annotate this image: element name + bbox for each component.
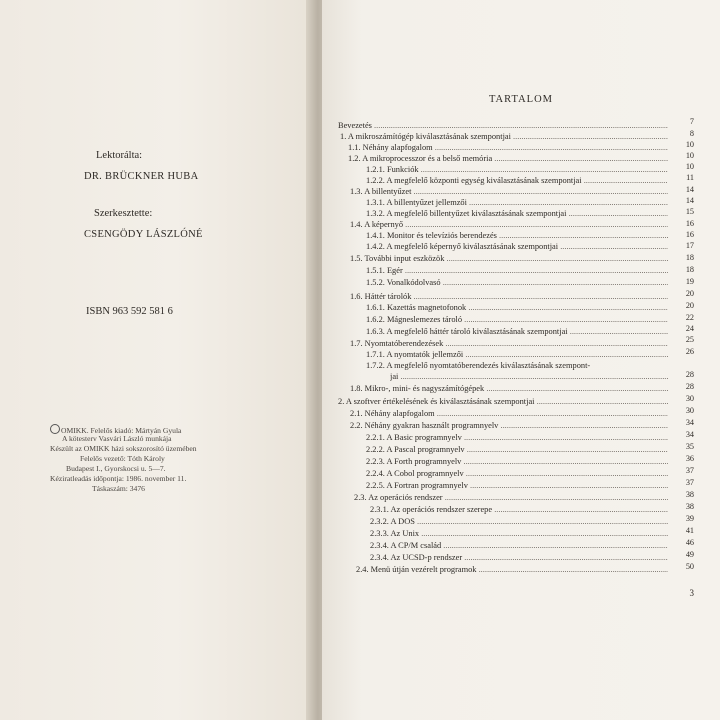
toc-page-number: 24 (685, 324, 694, 333)
imprint-line: Kéziratleadás időpontja: 1986. november 11. (50, 474, 187, 483)
toc-page-number: 28 (685, 370, 694, 379)
toc-entry: jai ..... (390, 371, 668, 382)
toc-entry: 1.1. Néhány alapfogalom ..... (348, 142, 668, 153)
toc-entry: 2.2. Néhány gyakran használt programnyelv ..... (350, 420, 668, 431)
imprint-line: Felelős vezető: Tóth Károly (80, 454, 165, 463)
toc-page-number: 14 (685, 185, 694, 194)
toc-entry: 1.5.1. Egér ..... (366, 265, 668, 276)
reviewer-name: DR. BRÜCKNER HUBA (84, 171, 199, 182)
toc-page-number: 34 (685, 430, 694, 439)
reviewed-label: Lektorálta: (96, 150, 143, 161)
toc-page-number: 11 (686, 173, 694, 182)
toc-entry: 2.2.2. A Pascal programnyelv ..... (366, 444, 668, 455)
toc-entry: 1. A mikroszámítógép kiválasztásának szempontjai ..... (340, 131, 668, 142)
toc-entry: 2.3.2. A DOS ..... (370, 516, 668, 527)
toc-page-number: 34 (685, 418, 694, 427)
imprint-line: Készült az OMIKK házi sokszorosító üzemében (50, 444, 197, 453)
toc-entry: 1.3.2. A megfelelő billentyűzet kiválasztásának szempontjai ..... (366, 208, 668, 219)
toc-entry: 2.2.4. A Cobol programnyelv ..... (366, 468, 668, 479)
toc-page-number: 35 (685, 442, 694, 451)
editor-name: CSENGÖDY LÁSZLÓNÉ (84, 229, 203, 240)
toc-page-number: 30 (685, 394, 694, 403)
toc-entry: 2.3.4. Az UCSD-p rendszer ..... (370, 552, 668, 563)
toc-entry: 1.4.2. A megfelelő képernyő kiválasztásának szempontjai ..... (366, 241, 668, 252)
toc-entry: 1.6.3. A megfelelő háttér tároló kiválasztásának szempontjai ..... (366, 326, 668, 337)
toc-entry: 1.6.2. Mágneslemezes tároló ..... (366, 314, 668, 325)
toc-entry: 2.2.5. A Fortran programnyelv ..... (366, 480, 668, 491)
toc-page-number: 26 (685, 347, 694, 356)
toc-page-number: 50 (685, 562, 694, 571)
toc-entry: 2.3.1. Az operációs rendszer szerepe ..... (370, 504, 668, 515)
toc-page-number: 38 (685, 502, 694, 511)
toc-entry: 1.2.1. Funkciók ..... (366, 164, 668, 175)
imprint-line: OMIKK. Felelős kiadó: Mártyán Gyula (50, 424, 181, 436)
toc-entry: 1.5. További input eszközök ..... (350, 253, 668, 264)
toc-entry: 2.4. Menü útján vezérelt programok ..... (356, 564, 668, 575)
toc-page-number: 46 (685, 538, 694, 547)
toc-page-number: 10 (685, 140, 694, 149)
toc-entry: 1.6.1. Kazettás magnetofonok ..... (366, 302, 668, 313)
omikk-logo-icon (50, 424, 60, 434)
page-number: 3 (689, 588, 694, 598)
toc-page-number: 36 (685, 454, 694, 463)
toc-entry: 1.7.2. A megfelelő nyomtatóberendezés kiválasztásának szempont- (366, 361, 591, 370)
imprint-line: Táskaszám: 3476 (92, 484, 145, 493)
edited-label: Szerkesztette: (94, 208, 153, 219)
toc-entry: 1.5.2. Vonalkódolvasó ..... (366, 277, 668, 288)
toc-page-number: 37 (685, 478, 694, 487)
toc-page-number: 8 (689, 129, 694, 138)
toc-page-number: 10 (685, 151, 694, 160)
toc-entry: 2.2.3. A Forth programnyelv ..... (366, 456, 668, 467)
toc-entry: 1.7. Nyomtatóberendezések ..... (350, 338, 668, 349)
toc-entry: 1.4.1. Monitor és televíziós berendezés ..... (366, 230, 668, 241)
toc-page-number: 20 (685, 301, 694, 310)
toc-page-number: 38 (685, 490, 694, 499)
toc-page-number: 14 (685, 196, 694, 205)
toc-page-number: 7 (689, 117, 694, 126)
toc-entry: 1.3.1. A billentyűzet jellemzői ..... (366, 197, 668, 208)
toc-page-number: 16 (685, 230, 694, 239)
toc-entry: 2.1. Néhány alapfogalom ..... (350, 408, 668, 419)
toc-entry: 1.2.2. A megfelelő központi egység kiválasztásának szempontjai ..... (366, 175, 668, 186)
toc-page-number: 16 (685, 219, 694, 228)
imprint-line: Budapest I., Gyorskocsi u. 5—7. (66, 464, 166, 473)
toc-entry: 1.2. A mikroprocesszor és a belső memória ..... (348, 153, 668, 164)
toc-page-number: 25 (685, 335, 694, 344)
toc-entry: 1.6. Háttér tárolók ..... (350, 291, 668, 302)
toc-page-number: 49 (685, 550, 694, 559)
toc-page-number: 19 (685, 277, 694, 286)
toc-page-number: 37 (685, 466, 694, 475)
toc-page-number: 10 (685, 162, 694, 171)
right-page (322, 0, 720, 720)
toc-entry: 2.3. Az operációs rendszer ..... (354, 492, 668, 503)
toc-page-number: 30 (685, 406, 694, 415)
toc-entry: 2.2.1. A Basic programnyelv ..... (366, 432, 668, 443)
toc-page-number: 18 (685, 265, 694, 274)
toc-page-number: 20 (685, 289, 694, 298)
left-page (0, 0, 318, 720)
toc-entry: 1.4. A képernyő ..... (350, 219, 668, 230)
toc-page-number: 17 (685, 241, 694, 250)
toc-entry: 1.8. Mikro-, mini- és nagyszámítógépek ..... (350, 383, 668, 394)
toc-entry: 2. A szoftver értékelésének és kiválasztásának szempontjai ..... (338, 396, 668, 407)
toc-entry: Bevezetés ..... (338, 120, 668, 131)
toc-page-number: 15 (685, 207, 694, 216)
toc-page-number: 18 (685, 253, 694, 262)
toc-entry: 1.3. A billentyűzet ..... (350, 186, 668, 197)
toc-page-number: 41 (685, 526, 694, 535)
toc-page-number: 22 (685, 313, 694, 322)
toc-entry: 1.7.1. A nyomtatók jellemzői ..... (366, 349, 668, 360)
toc-page-number: 39 (685, 514, 694, 523)
isbn: ISBN 963 592 581 6 (86, 306, 173, 317)
toc-entry: 2.3.3. Az Unix ..... (370, 528, 668, 539)
toc-page-number: 28 (685, 382, 694, 391)
imprint-line: A kötesterv Vasvári László munkája (62, 434, 172, 443)
toc-title: TARTALOM (488, 94, 554, 105)
toc-entry: 2.3.4. A CP/M család ..... (370, 540, 668, 551)
